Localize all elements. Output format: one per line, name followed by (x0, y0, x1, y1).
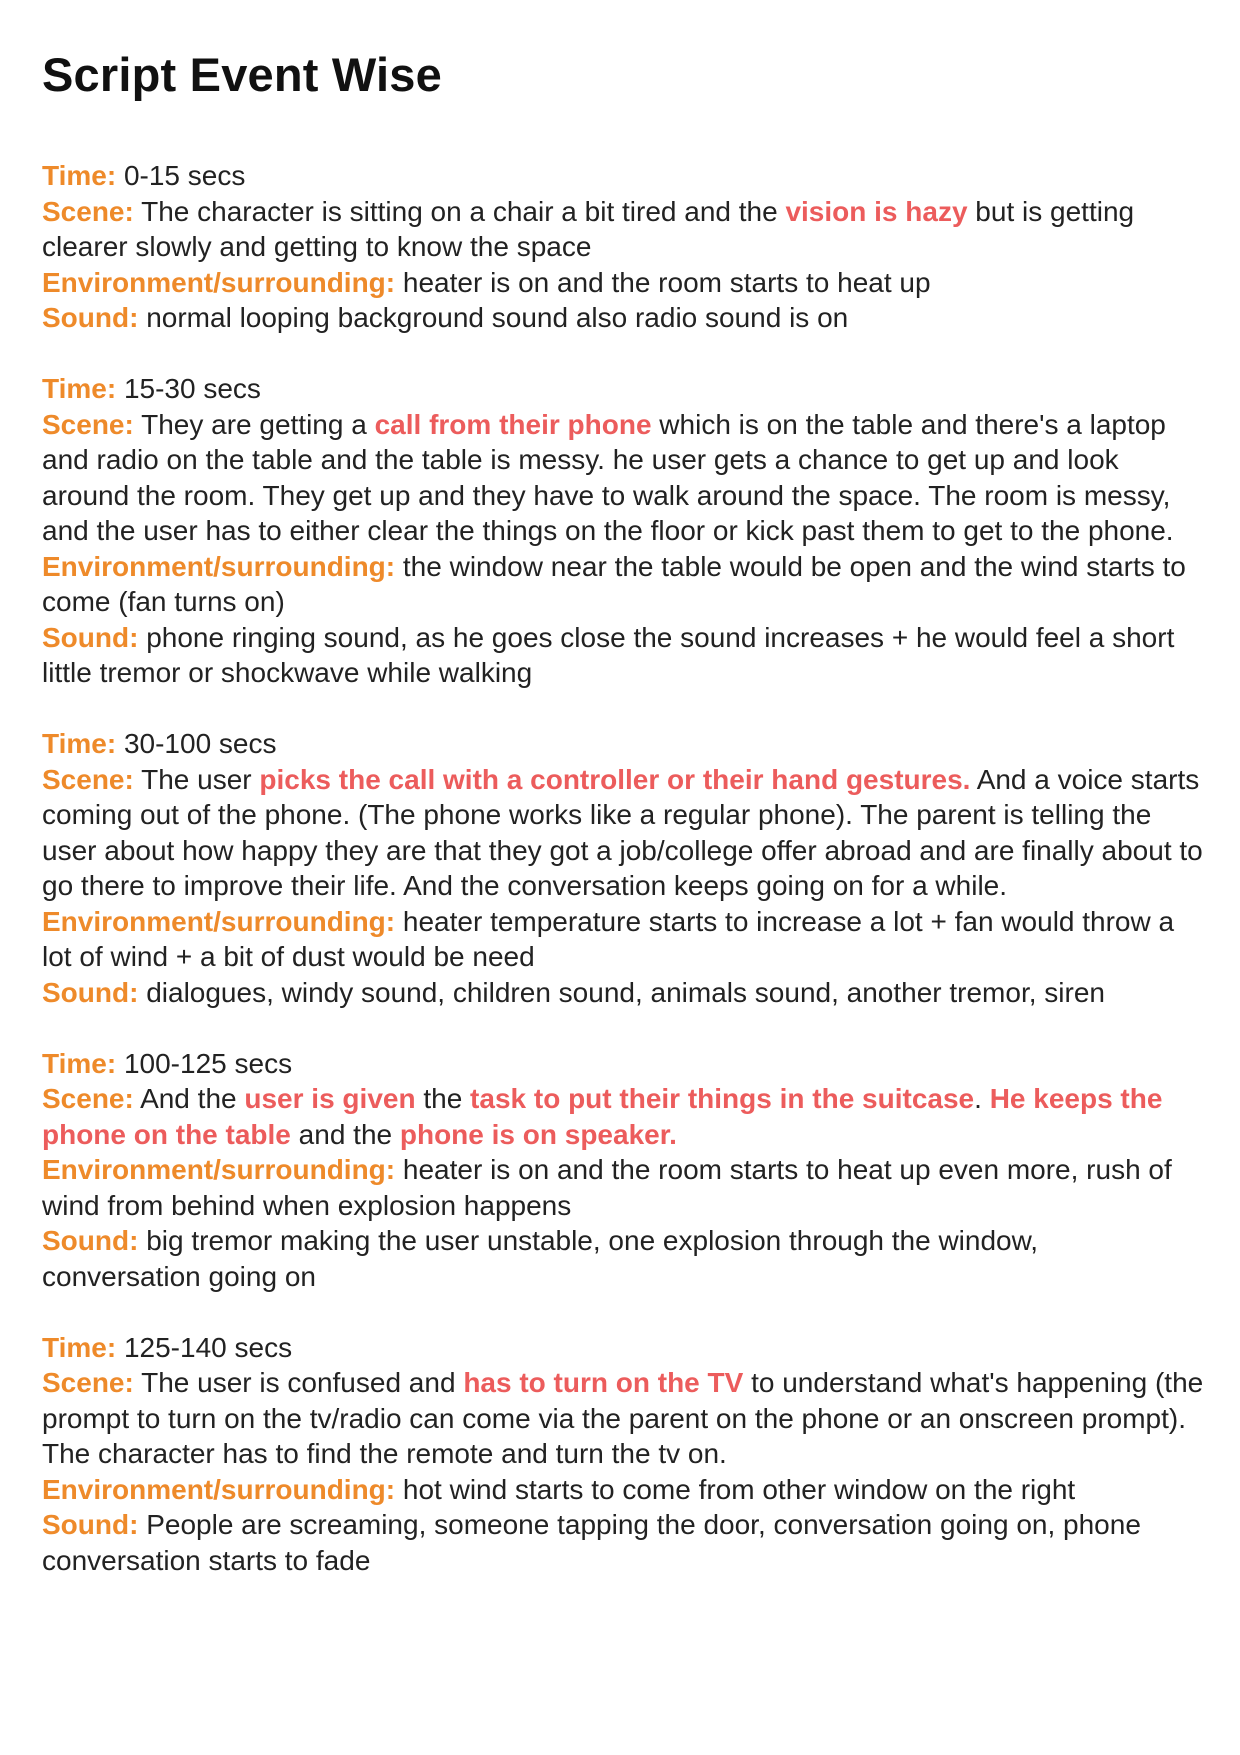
sound-value: People are screaming, someone tapping the door, conversation going on, phone conversation starts to fade (42, 1509, 1141, 1576)
scene-text: the (415, 1083, 471, 1114)
sound-value: normal looping background sound also radio sound is on (146, 302, 849, 333)
environment-line (42, 1152, 1204, 1223)
sound-line (42, 975, 1204, 1011)
time-label: Time: (42, 160, 117, 191)
scene-line (42, 194, 1204, 265)
time-label: Time: (42, 373, 117, 404)
scene-highlight: vision is hazy (785, 195, 968, 227)
scene-line (42, 1081, 1204, 1152)
environment-label: Environment/surrounding: (42, 1154, 396, 1185)
sound-label: Sound: (42, 302, 139, 333)
time-line (42, 1046, 1204, 1082)
environment-line (42, 265, 1204, 301)
time-label: Time: (42, 1331, 117, 1363)
time-label: Time: (42, 1047, 117, 1079)
sound-label: Sound: (42, 1509, 139, 1540)
scene-text: The user (141, 763, 260, 795)
sound-label: Sound: (42, 976, 139, 1008)
scene-label: Scene: (42, 1083, 134, 1114)
time-line (42, 1330, 1204, 1366)
sound-line (42, 1507, 1204, 1578)
time-line (42, 371, 1204, 407)
scene-highlight: call from their phone (374, 408, 652, 440)
environment-label: Environment/surrounding: (42, 266, 396, 298)
time-label: Time: (42, 728, 117, 759)
sound-label: Sound: (42, 1225, 139, 1256)
scene-line (42, 762, 1204, 904)
scene-highlight: picks the call with a controller or their hand gestures. (259, 763, 971, 795)
scene-highlight: He keeps the phone on the table (42, 1083, 1163, 1150)
environment-label: Environment/surrounding: (42, 905, 396, 937)
sound-label: Sound: (42, 621, 139, 653)
scene-highlight: phone is on speaker. (399, 1118, 677, 1150)
event-block (42, 726, 1204, 1010)
event-block (42, 1330, 1204, 1579)
scene-text: The user is confused and (141, 1367, 464, 1398)
scene-label: Scene: (42, 195, 134, 227)
scene-text: The character is sitting on a chair a bit tired and the (141, 195, 786, 227)
sound-line (42, 1223, 1204, 1294)
scene-text: And the (140, 1083, 245, 1114)
sound-value: dialogues, windy sound, children sound, animals sound, another tremor, siren (146, 976, 1105, 1008)
environment-value: heater is on and the room starts to heat up even more, rush of wind from behind when explosion happens (42, 1154, 1172, 1221)
time-value: 15-30 secs (123, 373, 261, 404)
sound-value: phone ringing sound, as he goes close the sound increases + he would feel a short little tremor or shockwave while walking (42, 621, 1175, 688)
time-line (42, 726, 1204, 762)
time-line (42, 158, 1204, 194)
environment-line (42, 904, 1204, 975)
event-block (42, 158, 1204, 336)
sound-line (42, 620, 1204, 691)
scene-label: Scene: (42, 763, 134, 795)
scene-line (42, 407, 1204, 549)
event-list (42, 158, 1204, 1578)
sound-value: big tremor making the user unstable, one explosion through the window, conversation going on (42, 1225, 1039, 1292)
scene-text: They are getting a (141, 408, 375, 440)
environment-line (42, 549, 1204, 620)
time-value: 30-100 secs (123, 728, 277, 759)
scene-text: which is on the table and there's a laptop and radio on the table and the table is messy. he user gets a chance to get up and look around the room. They get up and they have to walk around the space. The room is messy, and the user has to either clear the things on the floor or kick past them to get to the phone. (42, 408, 1174, 546)
time-value: 100-125 secs (123, 1047, 293, 1079)
time-value: 125-140 secs (123, 1331, 293, 1363)
scene-highlight: has to turn on the TV (463, 1367, 744, 1398)
scene-highlight: task to put their things in the suitcase (470, 1083, 975, 1114)
scene-text: And a voice starts coming out of the phone. (The phone works like a regular phone). The parent is telling the user about how happy they are that they got a job/college offer abroad and are finally about to go there to improve their life. And the conversation keeps going on for a while. (42, 763, 1203, 901)
scene-text: . (974, 1083, 990, 1114)
environment-line (42, 1472, 1204, 1508)
environment-value: heater is on and the room starts to heat up (402, 266, 931, 298)
environment-value: the window near the table would be open and the wind starts to come (fan turns on) (42, 550, 1186, 617)
scene-label: Scene: (42, 1367, 134, 1398)
time-value: 0-15 secs (123, 160, 246, 191)
scene-text: but is getting clearer slowly and getting to know the space (42, 195, 1135, 262)
environment-value: heater temperature starts to increase a lot + fan would throw a lot of wind + a bit of dust would be need (42, 905, 1175, 972)
scene-text: and the (290, 1118, 400, 1150)
environment-value: hot wind starts to come from other window on the right (402, 1473, 1076, 1505)
scene-text: to understand what's happening (the prompt to turn on the tv/radio can come via the parent on the phone or an onscreen prompt). The character has to find the remote and turn the tv on. (42, 1367, 1204, 1469)
scene-label: Scene: (42, 408, 134, 440)
environment-label: Environment/surrounding: (42, 1473, 396, 1505)
page-title: Script Event Wise (42, 48, 442, 101)
scene-line (42, 1365, 1204, 1472)
scene-highlight: user is given (244, 1083, 416, 1114)
event-block (42, 371, 1204, 691)
event-block (42, 1046, 1204, 1295)
environment-label: Environment/surrounding: (42, 550, 396, 582)
sound-line (42, 300, 1204, 336)
